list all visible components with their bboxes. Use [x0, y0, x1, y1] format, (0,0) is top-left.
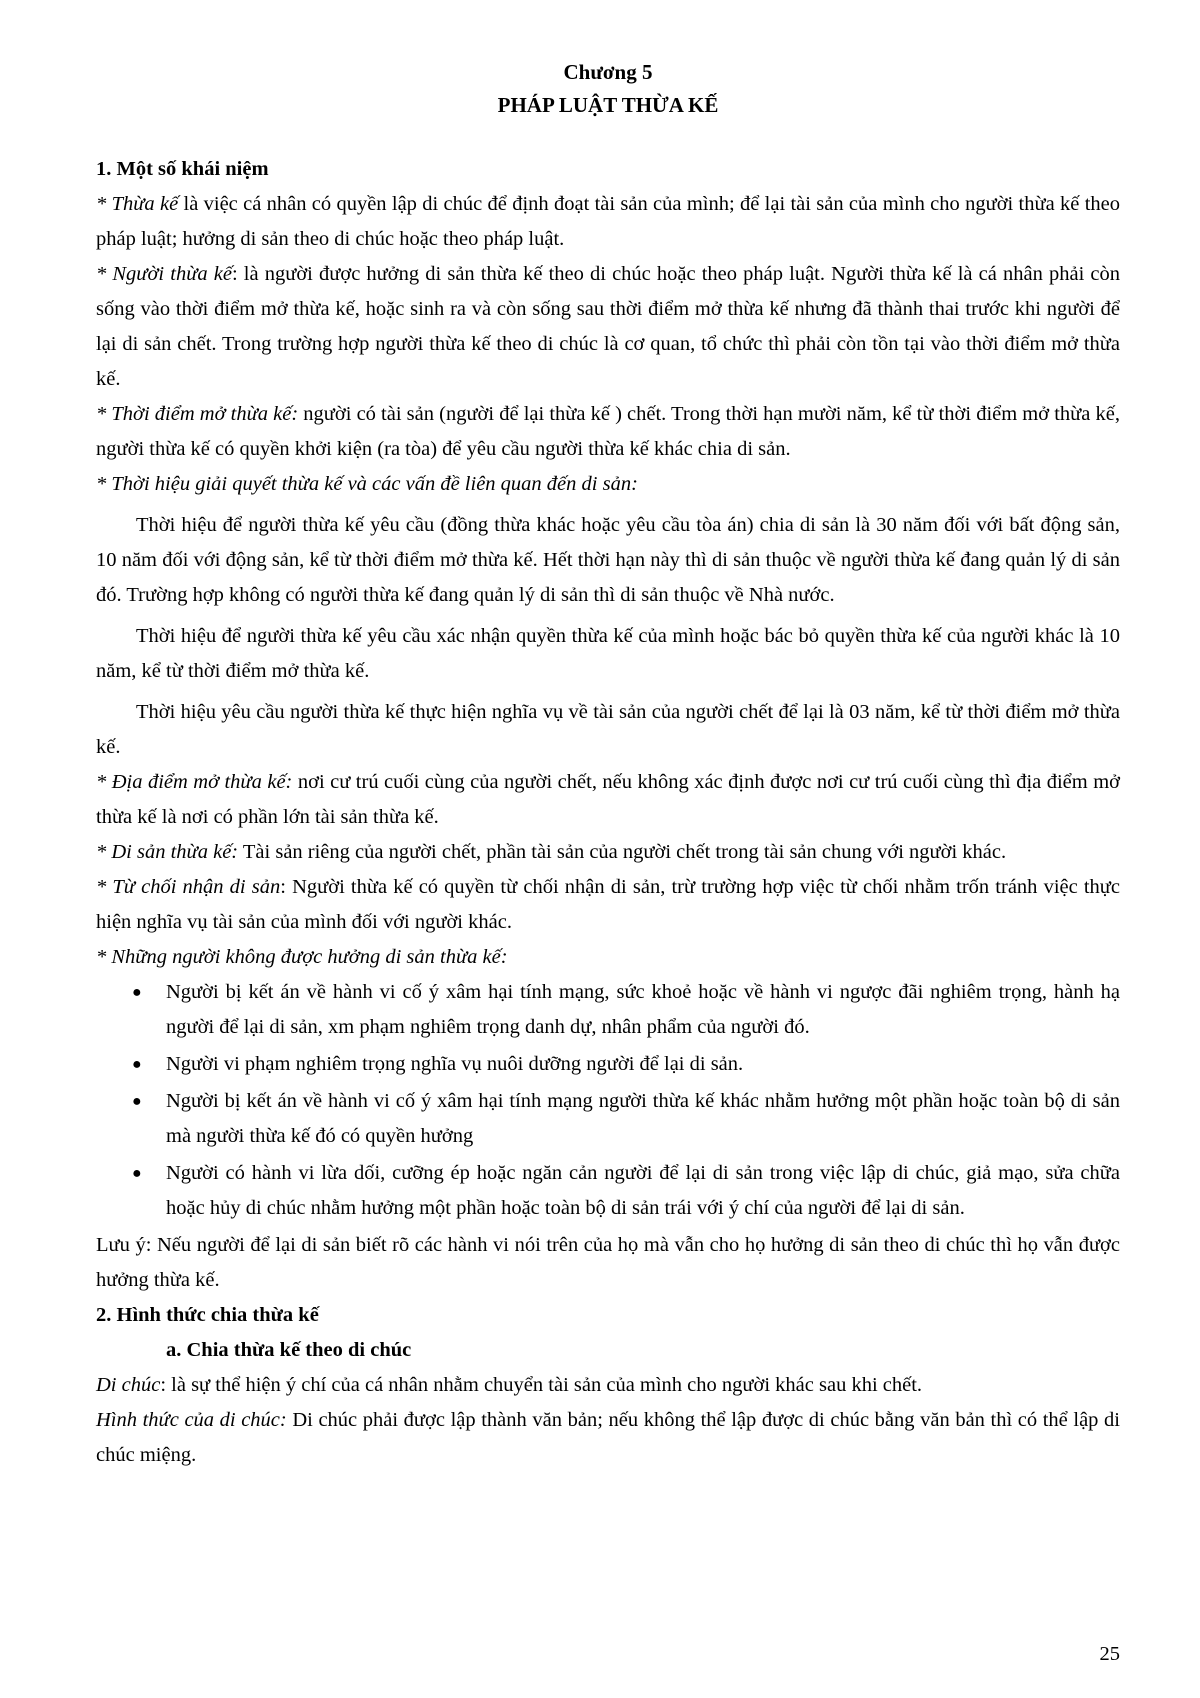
definition-di-san	[96, 835, 1120, 870]
list-item: ● Người có hành vi lừa dối, cưỡng ép hoặc ngăn cản người để lại di sản trong việc lập di chúc, giả mạo, sửa chữa hoặc hủy di chúc nhằm hưởng một phần hoặc toàn bộ di sản trái với ý chí của người để lại di sản.	[166, 1156, 1120, 1226]
excluded-heirs-heading: * Những người không được hưởng di sản thừa kế:	[96, 946, 508, 968]
bullet-icon: ●	[132, 1056, 142, 1073]
term-dia-diem: * Địa điểm mở thừa kế:	[96, 771, 293, 793]
definition-text: : Người thừa kế có quyền từ chối nhận di sản, trừ trường hợp việc từ chối nhằm trốn tránh việc thực hiện nghĩa vụ tài sản của mình đối với người khác.	[96, 876, 1121, 933]
note-paragraph: Lưu ý: Nếu người để lại di sản biết rõ các hành vi nói trên của họ mà vẫn cho họ hưởng di sản theo di chúc thì họ vẫn được hưởng thừa kế.	[96, 1234, 1120, 1291]
section-1-heading: 1. Một số khái niệm	[96, 158, 269, 180]
definition-text: Di chúc phải được lập thành văn bản; nếu không thể lập được di chúc bằng văn bản thì có thể lập di chúc miệng.	[96, 1409, 1120, 1466]
page-number: 25	[1099, 1643, 1120, 1665]
list-item: ● Người vi phạm nghiêm trọng nghĩa vụ nuôi dưỡng người để lại di sản.	[166, 1047, 1120, 1082]
definition-text: nơi cư trú cuối cùng của người chết, nếu không xác định được nơi cư trú cuối cùng thì địa điểm mở thừa kế là nơi có phần lớn tài sản thừa kế.	[96, 771, 1120, 828]
definition-text: người có tài sản (người để lại thừa kế ) chết. Trong thời hạn mười năm, kể từ thời điểm mở thừa kế, người thừa kế có quyền khởi kiện (ra tòa) để yêu cầu người thừa kế khác chia di sản.	[96, 403, 1120, 460]
term-nguoi-thua-ke: * Người thừa kế	[96, 263, 232, 285]
bullet-icon: ●	[132, 1165, 142, 1182]
document-page	[96, 56, 1120, 1473]
definition-di-chuc	[96, 1368, 1120, 1403]
thoi-hieu-paragraph: Thời hiệu yêu cầu người thừa kế thực hiện nghĩa vụ về tài sản của người chết để lại là 03 năm, kể từ thời điểm mở thừa kế.	[96, 701, 1120, 758]
thoi-hieu-heading: * Thời hiệu giải quyết thừa kế và các vấn đề liên quan đến di sản:	[96, 473, 638, 495]
definition-text: Tài sản riêng của người chết, phần tài sản của người chết trong tài sản chung với người khác.	[238, 841, 1007, 863]
definition-thoi-diem	[96, 397, 1120, 467]
term-di-san: * Di sản thừa kế:	[96, 841, 239, 863]
bullet-icon: ●	[132, 1093, 142, 1110]
bullet-icon: ●	[132, 984, 142, 1001]
term-thoi-diem: * Thời điểm mở thừa kế:	[96, 403, 299, 425]
term-tu-choi: * Từ chối nhận di sản	[96, 876, 281, 898]
term-hinh-thuc: Hình thức của di chúc:	[96, 1409, 287, 1431]
thoi-hieu-paragraph: Thời hiệu để người thừa kế yêu cầu xác nhận quyền thừa kế của mình hoặc bác bỏ quyền thừa kế của người khác là 10 năm, kể từ thời điểm mở thừa kế.	[96, 625, 1120, 682]
list-item: ● Người bị kết án về hành vi cố ý xâm hại tính mạng người thừa kế khác nhằm hưởng một phần hoặc toàn bộ di sản mà người thừa kế đó có quyền hưởng	[166, 1084, 1120, 1154]
section-2-heading: 2. Hình thức chia thừa kế	[96, 1304, 319, 1326]
definition-hinh-thuc	[96, 1403, 1120, 1473]
list-item: ● Người bị kết án về hành vi cố ý xâm hại tính mạng, sức khoẻ hoặc về hành vi ngược đãi nghiêm trọng, hành hạ người để lại di sản, xm phạm nghiêm trọng danh dự, nhân phẩm của người đó.	[166, 975, 1120, 1045]
definition-dia-diem	[96, 765, 1120, 835]
definition-text: là việc cá nhân có quyền lập di chúc để định đoạt tài sản của mình; để lại tài sản của mình cho người thừa kế theo pháp luật; hưởng di sản theo di chúc hoặc theo pháp luật.	[96, 193, 1121, 250]
definition-text: : là người được hưởng di sản thừa kế theo di chúc hoặc theo pháp luật. Người thừa kế là cá nhân phải còn sống vào thời điểm mở thừa kế, hoặc sinh ra và còn sống sau thời điểm mở thừa kế nhưng đã thành thai trước khi người để lại di sản chết. Trong trường hợp người thừa kế theo di chúc là cơ quan, tổ chức thì phải còn tồn tại vào thời điểm mở thừa kế.	[96, 263, 1120, 390]
thoi-hieu-paragraph: Thời hiệu để người thừa kế yêu cầu (đồng thừa khác hoặc yêu cầu tòa án) chia di sản là 30 năm đối với bất động sản, 10 năm đối với động sản, kể từ thời điểm mở thừa kế. Hết thời hạn này thì di sản thuộc về người thừa kế đang quản lý di sản đó. Trường hợp không có người thừa kế đang quản lý di sản thì di sản thuộc về Nhà nước.	[96, 514, 1120, 606]
term-thua-ke: * Thừa kế	[96, 193, 179, 215]
definition-thua-ke	[96, 187, 1120, 257]
excluded-heirs-list	[96, 975, 1120, 1226]
definition-nguoi-thua-ke	[96, 257, 1120, 397]
definition-tu-choi	[96, 870, 1120, 940]
chapter-number: Chương 5	[563, 60, 653, 84]
subsection-a-heading: a. Chia thừa kế theo di chúc	[166, 1339, 412, 1361]
definition-text: : là sự thể hiện ý chí của cá nhân nhằm chuyển tài sản của mình cho người khác sau khi chết.	[160, 1374, 923, 1396]
term-di-chuc: Di chúc	[96, 1374, 161, 1396]
chapter-title: PHÁP LUẬT THỪA KẾ	[497, 93, 719, 117]
